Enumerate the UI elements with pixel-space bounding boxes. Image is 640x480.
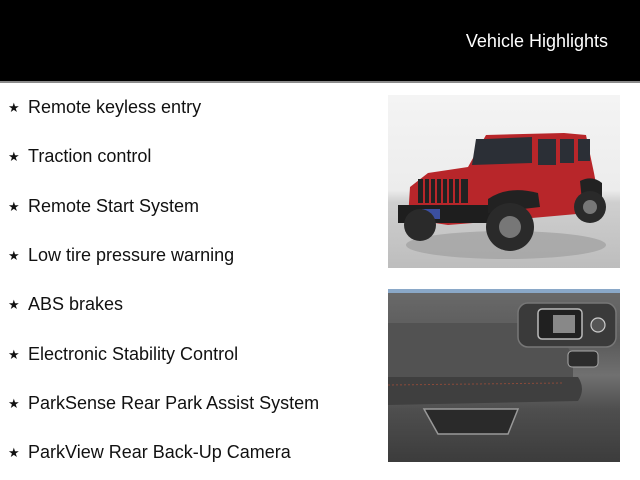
star-icon: ★ [8, 99, 20, 115]
feature-label: ParkView Rear Back-Up Camera [28, 441, 291, 462]
star-icon: ★ [8, 346, 20, 362]
door-panel-photo [388, 289, 620, 462]
feature-label: Remote Start System [28, 195, 200, 216]
list-item [8, 437, 291, 467]
page-title: Vehicle Highlights [465, 31, 608, 51]
star-icon: ★ [8, 247, 20, 263]
feature-label: ParkSense Rear Park Assist System [28, 392, 320, 413]
list-item [8, 339, 238, 369]
feature-label: Electronic Stability Control [28, 343, 239, 364]
header-bar [0, 0, 640, 83]
feature-label: ABS brakes [28, 293, 124, 314]
star-icon: ★ [8, 395, 20, 411]
list-item [8, 92, 201, 122]
list-item [8, 191, 199, 221]
list-item [8, 141, 151, 171]
star-icon: ★ [8, 444, 20, 460]
feature-label: Low tire pressure warning [28, 244, 235, 265]
star-icon: ★ [8, 296, 20, 312]
feature-label: Remote keyless entry [28, 96, 202, 117]
list-item [8, 240, 234, 270]
feature-label: Traction control [28, 145, 152, 166]
star-icon: ★ [8, 198, 20, 214]
star-icon: ★ [8, 148, 20, 164]
list-item [8, 289, 123, 319]
vehicle-exterior-photo [388, 95, 620, 268]
list-item [8, 388, 319, 418]
